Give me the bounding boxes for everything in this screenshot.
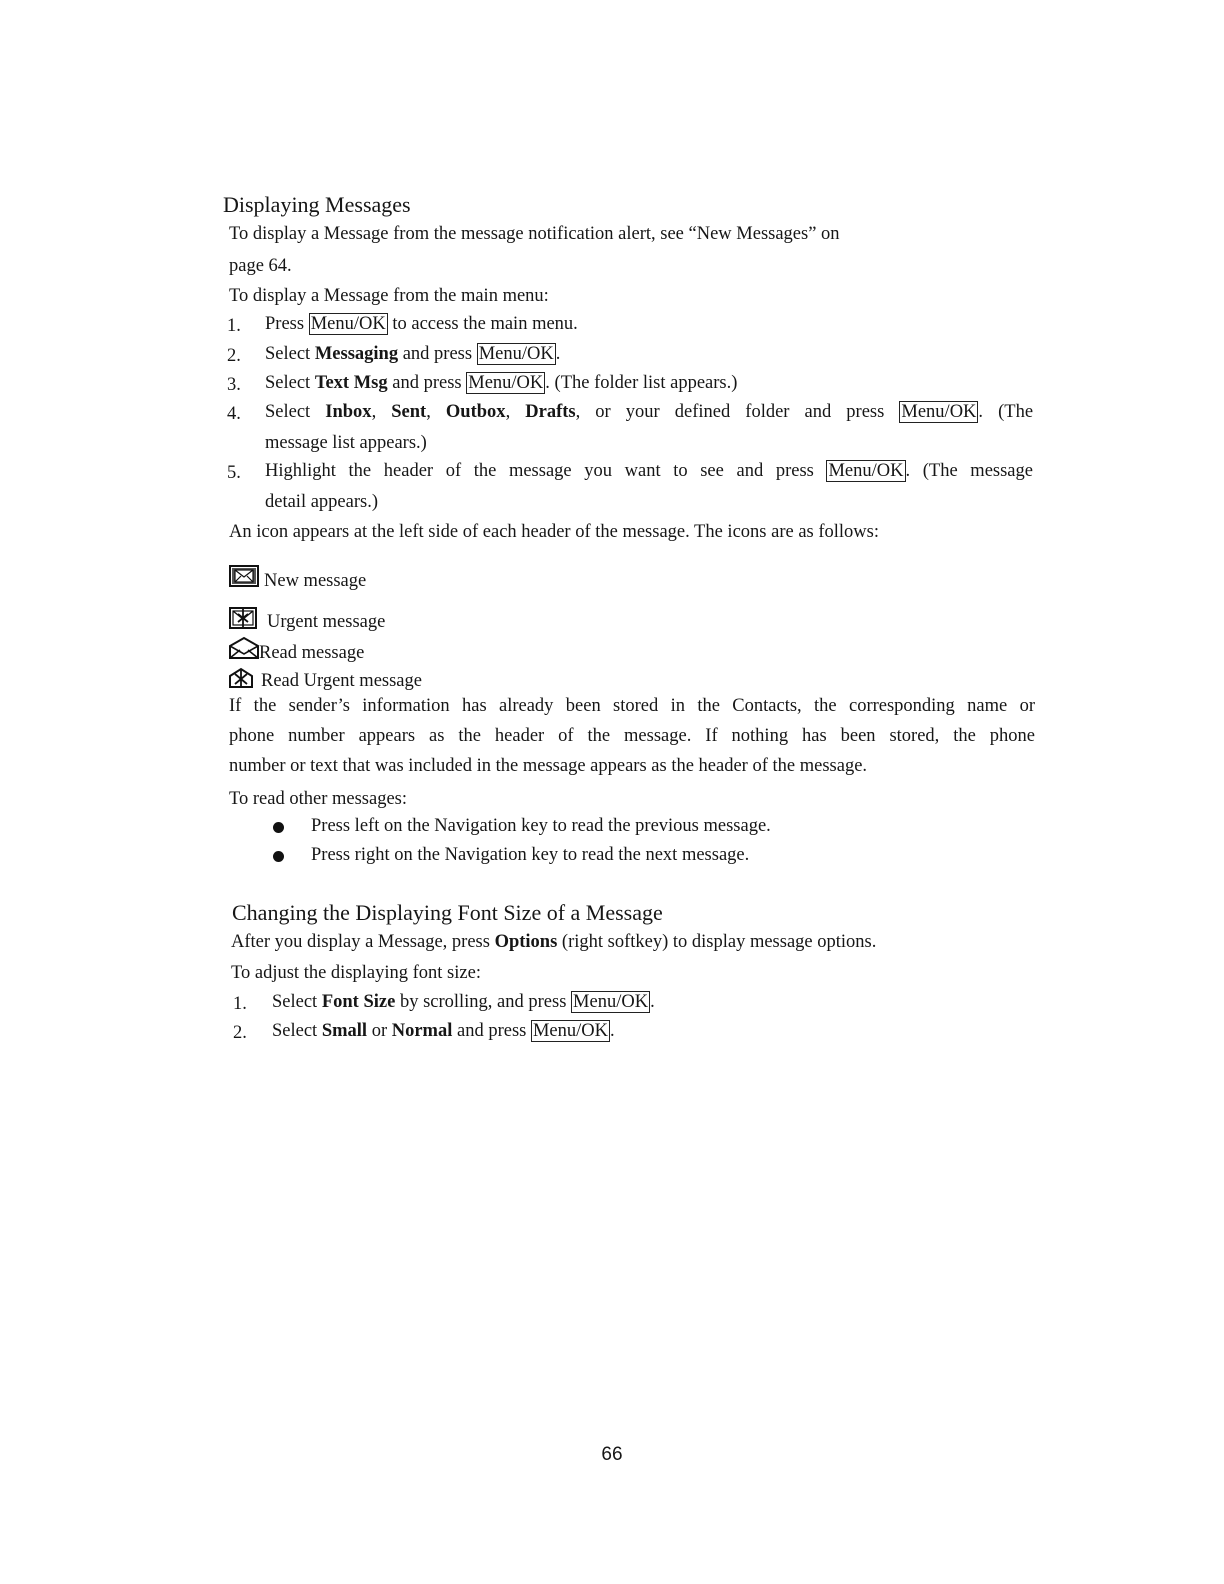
step-5: Highlight the header of the message you want to see and press Menu/OK . (The message	[265, 461, 1033, 481]
paragraph-line: number or text that was included in the message appears as the header of the message.	[229, 756, 868, 776]
bullet-dot	[273, 851, 284, 862]
read-message-icon	[228, 636, 260, 660]
section-title-font-size: Changing the Displaying Font Size of a Message	[232, 900, 663, 925]
section2-line1: After you display a Message, press Options (right softkey) to display message options.	[231, 932, 877, 952]
menu-ok-key: Menu/OK	[478, 344, 554, 364]
step-number: 3.	[227, 375, 241, 395]
step-2: Select Messaging and press Menu/OK .	[265, 344, 561, 364]
icon-label-read-urgent: Read Urgent message	[261, 671, 422, 691]
step-number: 1.	[233, 994, 247, 1014]
icon-label-urgent: Urgent message	[267, 612, 386, 632]
step-number: 2.	[227, 346, 241, 366]
bullet-item: Press left on the Navigation key to read the previous message.	[311, 816, 771, 836]
step-4: Select Inbox, Sent, Outbox, Drafts, or your defined folder and press Menu/OK . (The	[265, 402, 1034, 422]
menu-ok-key: Menu/OK	[468, 373, 544, 393]
menu-ok-key: Menu/OK	[828, 461, 904, 481]
step-3: Select Text Msg and press Menu/OK . (The folder list appears.)	[265, 373, 738, 393]
bullet-item: Press right on the Navigation key to read the next message.	[311, 845, 750, 865]
icon-label-read: Read message	[259, 643, 365, 663]
menu-ok-key: Menu/OK	[310, 314, 386, 334]
new-message-icon	[229, 565, 259, 587]
icons-intro: An icon appears at the left side of each header of the message. The icons are as follows:	[229, 522, 879, 542]
intro-main-menu: To display a Message from the main menu:	[229, 286, 549, 306]
paragraph-line: If the sender’s information has already been stored in the Contacts, the corresponding name or	[229, 696, 1035, 716]
read-urgent-message-icon	[228, 667, 254, 689]
intro-line-cont: page 64.	[229, 256, 292, 276]
menu-ok-key: Menu/OK	[532, 1021, 608, 1041]
font-step-2: Select Small or Normal and press Menu/OK .	[272, 1021, 615, 1041]
step-number: 4.	[227, 404, 241, 424]
step-number: 1.	[227, 316, 241, 336]
section2-line2: To adjust the displaying font size:	[231, 963, 481, 983]
icon-label-new: New message	[264, 571, 367, 591]
menu-ok-key: Menu/OK	[901, 402, 977, 422]
step-5-cont: detail appears.)	[265, 492, 378, 512]
section-title-displaying-messages: Displaying Messages	[223, 192, 411, 217]
read-other-label: To read other messages:	[229, 789, 407, 809]
step-1: Press Menu/OK to access the main menu.	[265, 314, 578, 334]
paragraph-line: phone number appears as the header of the message. If nothing has been stored, the phone	[229, 726, 1035, 746]
bullet-dot	[273, 822, 284, 833]
font-step-1: Select Font Size by scrolling, and press Menu/OK .	[272, 992, 655, 1012]
step-number: 5.	[227, 463, 241, 483]
step-number: 2.	[233, 1023, 247, 1043]
step-4-cont: message list appears.)	[265, 433, 427, 453]
intro-line: To display a Message from the message notification alert, see “New Messages” on	[229, 224, 840, 244]
urgent-message-icon	[229, 607, 257, 629]
page-number: 66	[601, 1444, 623, 1465]
menu-ok-key: Menu/OK	[573, 992, 649, 1012]
